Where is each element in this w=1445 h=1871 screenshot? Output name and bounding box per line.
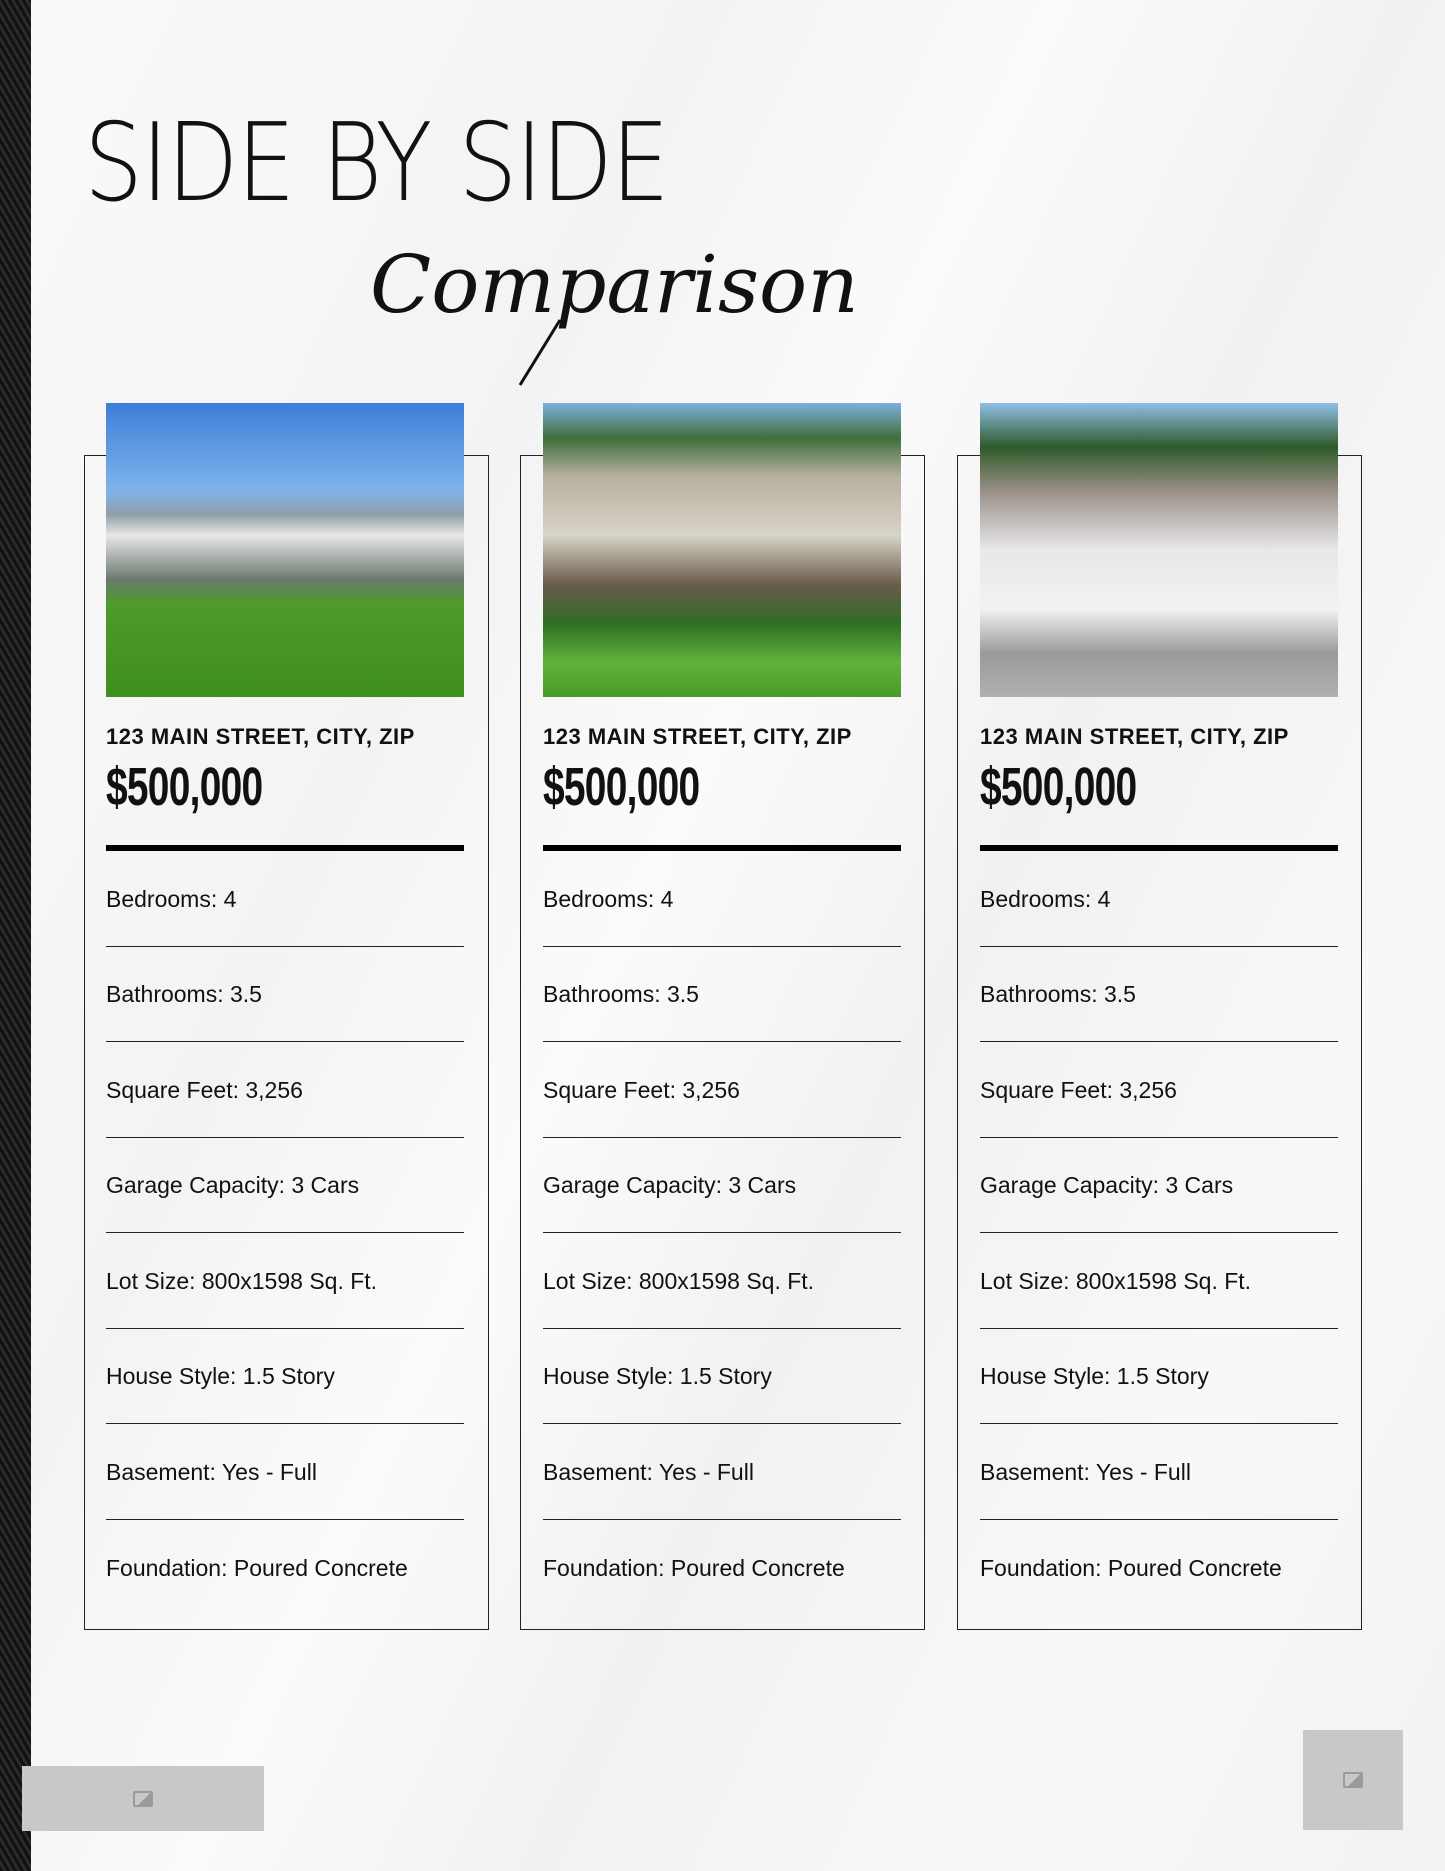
detail-row — [543, 1138, 901, 1234]
image-placeholder-right — [1303, 1730, 1403, 1830]
image-placeholder-left — [22, 1766, 264, 1831]
detail-row — [543, 1042, 901, 1138]
left-decorative-strip — [0, 0, 31, 1871]
detail-row — [980, 1138, 1338, 1234]
detail-row — [543, 1233, 901, 1329]
detail-row — [980, 1520, 1338, 1616]
detail-text: Bathrooms: 3.5 — [980, 981, 1136, 1008]
listing-price: $500,000 — [106, 757, 263, 817]
page-title: SIDE BY SIDE — [84, 101, 668, 226]
detail-text: Garage Capacity: 3 Cars — [106, 1172, 360, 1199]
detail-text: Bedrooms: 4 — [106, 885, 237, 912]
detail-text: Foundation: Poured Concrete — [106, 1554, 408, 1581]
listing-price: $500,000 — [543, 757, 700, 817]
detail-row — [106, 1138, 464, 1234]
detail-text: Basement: Yes - Full — [543, 1458, 754, 1485]
detail-text: House Style: 1.5 Story — [543, 1363, 772, 1390]
detail-text: Bathrooms: 3.5 — [543, 981, 699, 1008]
detail-row — [543, 947, 901, 1043]
detail-text: Lot Size: 800x1598 Sq. Ft. — [106, 1267, 378, 1294]
subtitle-text: Comparison — [370, 240, 859, 331]
detail-row — [980, 1424, 1338, 1520]
detail-text: Lot Size: 800x1598 Sq. Ft. — [980, 1267, 1252, 1294]
detail-text: Square Feet: 3,256 — [106, 1076, 303, 1103]
house-photo — [106, 403, 464, 697]
detail-text: Square Feet: 3,256 — [980, 1076, 1177, 1103]
detail-row — [980, 1233, 1338, 1329]
listing-address: 123 MAIN STREET, CITY, ZIP — [106, 724, 415, 749]
detail-text: House Style: 1.5 Story — [980, 1363, 1209, 1390]
detail-row — [106, 1424, 464, 1520]
listing-address: 123 MAIN STREET, CITY, ZIP — [543, 724, 852, 749]
detail-row — [106, 1233, 464, 1329]
detail-row — [980, 851, 1338, 947]
detail-text: Bathrooms: 3.5 — [106, 981, 262, 1008]
detail-row — [980, 1329, 1338, 1425]
house-photo — [980, 403, 1338, 697]
detail-row — [106, 1520, 464, 1616]
image-icon — [1343, 1772, 1363, 1788]
detail-row — [980, 947, 1338, 1043]
detail-row — [543, 851, 901, 947]
detail-text: Foundation: Poured Concrete — [980, 1554, 1282, 1581]
detail-text: Garage Capacity: 3 Cars — [543, 1172, 797, 1199]
detail-text: Bedrooms: 4 — [543, 885, 674, 912]
image-icon — [133, 1791, 153, 1807]
detail-text: Garage Capacity: 3 Cars — [980, 1172, 1234, 1199]
detail-text: Lot Size: 800x1598 Sq. Ft. — [543, 1267, 815, 1294]
detail-row — [106, 1042, 464, 1138]
subtitle-script — [370, 240, 1050, 390]
listing-address: 123 MAIN STREET, CITY, ZIP — [980, 724, 1289, 749]
detail-text: Foundation: Poured Concrete — [543, 1554, 845, 1581]
detail-text: House Style: 1.5 Story — [106, 1363, 335, 1390]
detail-row — [543, 1424, 901, 1520]
detail-text: Square Feet: 3,256 — [543, 1076, 740, 1103]
detail-row — [543, 1520, 901, 1616]
detail-row — [106, 1329, 464, 1425]
detail-row — [106, 947, 464, 1043]
house-photo — [543, 403, 901, 697]
detail-row — [543, 1329, 901, 1425]
detail-row — [106, 851, 464, 947]
detail-row — [980, 1042, 1338, 1138]
detail-text: Basement: Yes - Full — [980, 1458, 1191, 1485]
listing-price: $500,000 — [980, 757, 1137, 817]
detail-text: Bedrooms: 4 — [980, 885, 1111, 912]
detail-text: Basement: Yes - Full — [106, 1458, 317, 1485]
